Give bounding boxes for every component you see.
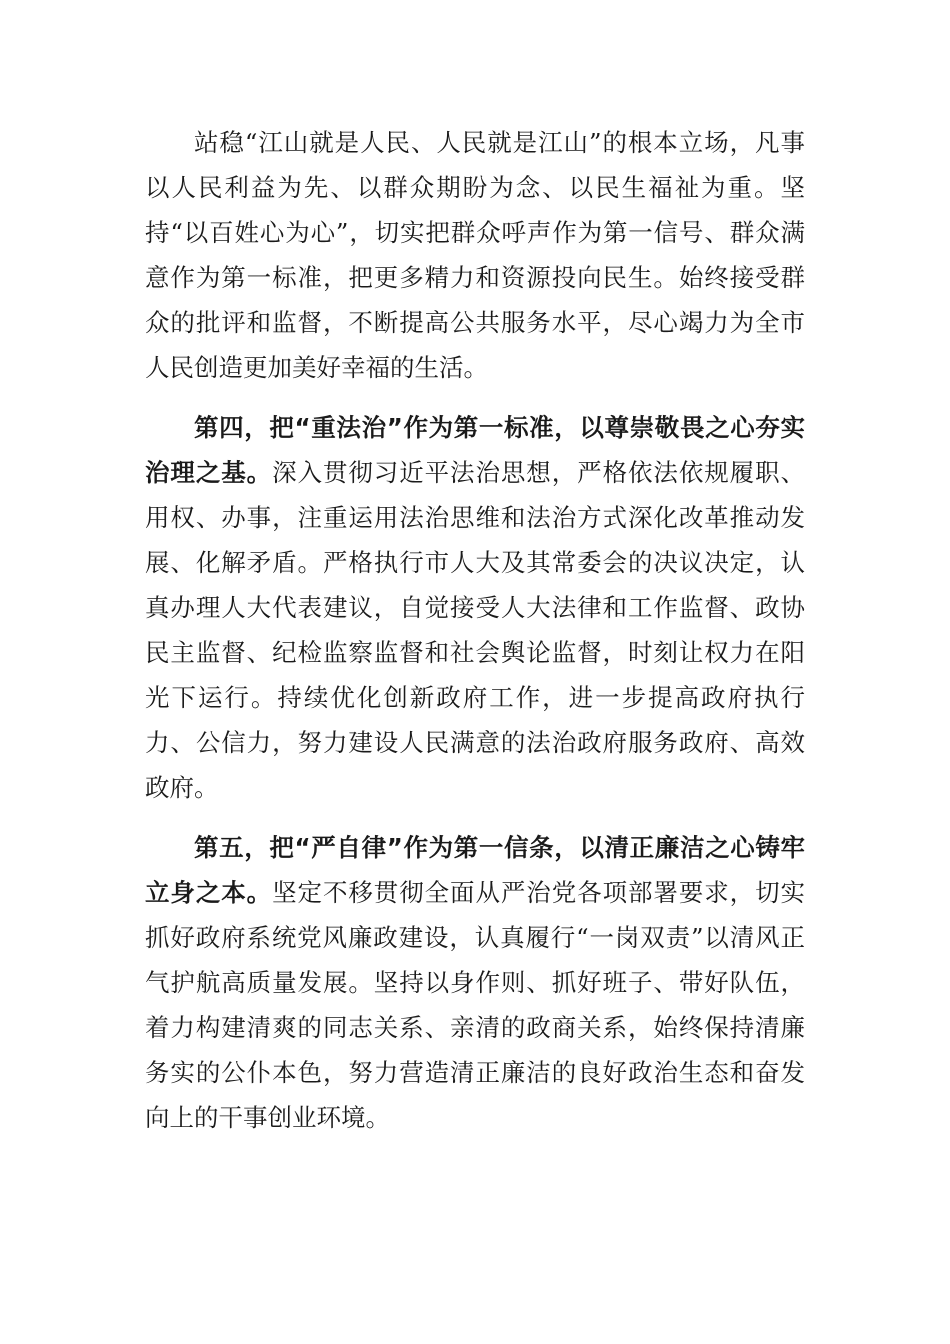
paragraph-self-discipline <box>145 825 805 1140</box>
paragraph-rule-of-law <box>145 405 805 810</box>
paragraph-text: 深入贯彻习近平法治思想，严格依法依规履职、用权、办事，注重运用法治思维和法治方式深化改革推动发展、化解矛盾。严格执行市人大及其常委会的决议决定，认真办理人大代表建议，自觉接受人大法律和工作监督、政协民主监督、纪检监察监督和社会舆论监督，时刻让权力在阳光下运行。持续优化创新政府工作，进一步提高政府执行力、公信力，努力建设人民满意的法治政府服务政府、高效政府。 <box>145 458 806 802</box>
paragraph-text: 站稳“江山就是人民、人民就是江山”的根本立场，凡事以人民利益为先、以群众期盼为念、以民生福祉为重。坚持“以百姓心为心”，切实把群众呼声作为第一信号、群众满意作为第一标准，把更多精力和资源投向民生。始终接受群众的批评和监督，不断提高公共服务水平，尽心竭力为全市人民创造更加美好幸福的生活。 <box>145 128 805 382</box>
paragraph-lead: 第五，把“严自律”作为第一信条，以清正廉洁之心铸牢立身之本。 <box>145 833 805 907</box>
paragraph-lead: 第四，把“重法治”作为第一标准，以尊崇敬畏之心夯实治理之基。 <box>145 413 805 487</box>
paragraph-people-first <box>145 120 805 390</box>
document-body <box>145 120 805 1155</box>
paragraph-text: 坚定不移贯彻全面从严治党各项部署要求，切实抓好政府系统党风廉政建设，认真履行“一岗双责”以清风正气护航高质量发展。坚持以身作则、抓好班子、带好队伍，着力构建清爽的同志关系、亲清的政商关系，始终保持清廉务实的公仆本色，努力营造清正廉洁的良好政治生态和奋发向上的干事创业环境。 <box>145 878 806 1132</box>
